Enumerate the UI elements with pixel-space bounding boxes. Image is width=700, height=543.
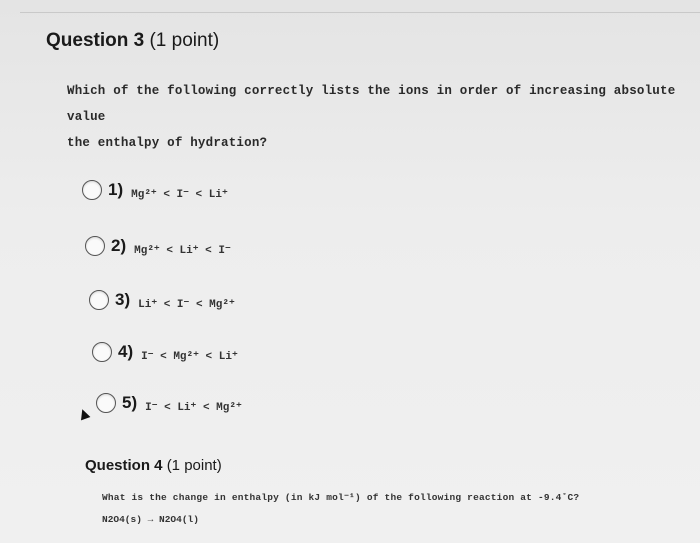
option-3-text: Li⁺ < I⁻ < Mg²⁺ [138,299,235,311]
option-4[interactable] [92,342,238,362]
radio-button-option-5[interactable] [96,393,116,413]
option-1-number: 1) [108,180,124,199]
option-1[interactable] [82,180,228,200]
question-3-points: (1 point) [149,30,220,51]
option-5[interactable] [96,393,242,413]
question-4-title [85,457,222,474]
option-4-text: I⁻ < Mg²⁺ < Li⁺ [141,351,238,363]
option-4-number: 4) [118,342,134,361]
question-3-label: Question 3 [46,30,145,51]
option-5-number: 5) [122,393,138,412]
option-3[interactable] [89,290,235,310]
radio-button-option-1[interactable] [82,180,102,200]
option-2[interactable] [85,236,231,256]
question-4-stem: What is the change in enthalpy (in kJ mol⁻¹) of the following reaction at -9.4˚C? [102,492,580,503]
option-3-number: 3) [115,290,131,309]
mouse-cursor-icon [78,408,91,421]
radio-button-option-4[interactable] [92,342,112,362]
question-3-title [46,30,219,52]
option-2-number: 2) [111,236,127,255]
option-5-text: I⁻ < Li⁺ < Mg²⁺ [145,402,242,414]
radio-button-option-3[interactable] [89,290,109,310]
question-4-label: Question 4 [85,457,163,474]
option-2-text: Mg²⁺ < Li⁺ < I⁻ [134,245,231,257]
radio-button-option-2[interactable] [85,236,105,256]
question-3-stem [67,78,700,156]
question-3-stem-line-2: the enthalpy of hydration? [67,136,268,150]
question-3-stem-line-1: Which of the following correctly lists the ions in order of increasing absolute value [67,84,676,124]
question-4-equation: N2O4(s) → N2O4(l) [102,514,199,525]
divider [20,12,700,13]
option-1-text: Mg²⁺ < I⁻ < Li⁺ [131,189,228,201]
question-4-points: (1 point) [166,457,222,474]
